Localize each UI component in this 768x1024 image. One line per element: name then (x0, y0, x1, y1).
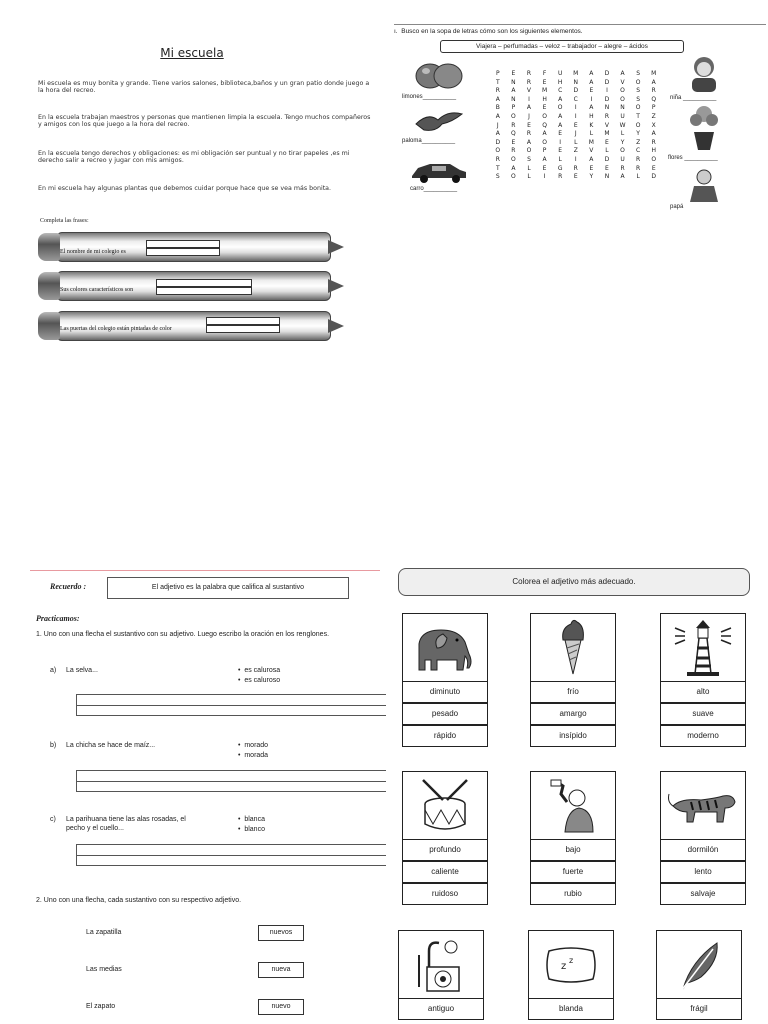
grid-letter[interactable]: A (526, 138, 532, 146)
feather-icon (656, 930, 742, 1000)
grid-letter[interactable]: T (636, 112, 640, 120)
grid-letter[interactable]: E (605, 138, 609, 146)
grid-letter[interactable]: L (574, 138, 578, 146)
grid-letter[interactable]: L (620, 130, 625, 138)
grid-row (490, 139, 662, 155)
item-a-option-2[interactable]: • es caluroso (238, 677, 281, 684)
grid-row (490, 157, 662, 172)
adjective-option[interactable]: frágil (656, 998, 742, 1020)
noun-2: Las medias (86, 966, 122, 973)
grid-letter[interactable]: V (620, 78, 625, 86)
grid-letter[interactable]: D (495, 138, 501, 146)
grid-letter[interactable]: Z (651, 112, 656, 120)
answer-box-1a[interactable] (146, 240, 220, 248)
grid-letter[interactable]: A (620, 173, 625, 181)
grid-letter[interactable]: G (557, 164, 563, 172)
grid-letter[interactable]: E (651, 164, 656, 172)
item-c-option-1[interactable]: • blanca (238, 816, 265, 823)
grid-letter[interactable]: Q (542, 121, 547, 129)
grid-letter[interactable]: E (589, 164, 594, 172)
adjective-box-1: nuevos (258, 925, 304, 941)
grid-letter[interactable]: A (589, 104, 594, 112)
grid-letter[interactable]: O (542, 138, 547, 146)
adjective-option[interactable]: amargo (530, 703, 616, 725)
grid-letter[interactable]: N (511, 95, 516, 103)
answer-box-3b[interactable] (206, 325, 280, 333)
grid-letter[interactable]: O (620, 147, 625, 155)
marker-3 (38, 311, 338, 341)
tiger-icon (660, 771, 746, 841)
label-limones: limones__________ (402, 94, 457, 100)
grid-row (490, 105, 662, 120)
item-b-option-1[interactable]: • morado (238, 742, 269, 749)
grid-letter[interactable]: B (495, 104, 500, 112)
grid-row (490, 148, 662, 163)
item-c-option-2[interactable]: • blanco (238, 826, 265, 833)
grid-letter[interactable]: C (636, 147, 641, 155)
pillow-icon (528, 930, 614, 1000)
paragraph-1: Mi escuela es muy bonita y grande. Tiene varios salones, biblioteca,baños y un gran patio donde juego a la hora del recreo. (38, 80, 370, 94)
reading-worksheet (0, 0, 384, 384)
recuerdo-label: Recuerdo : (50, 582, 87, 591)
girl-icon (686, 54, 722, 92)
grid-letter[interactable]: I (543, 173, 546, 181)
telephone-icon (398, 930, 484, 1000)
answer-box-1b[interactable] (146, 248, 220, 256)
grid-letter[interactable]: A (589, 78, 594, 86)
reading-title: Mi escuela (160, 46, 224, 60)
marker-2-text: Sus colores característicos son (60, 287, 134, 293)
adjective-option[interactable]: pesado (402, 703, 488, 725)
answer-box-3a[interactable] (206, 317, 280, 325)
grid-letter[interactable]: E (511, 138, 516, 146)
adjective-option[interactable]: diminuto (402, 681, 488, 703)
question-2: 2. Uno con una flecha, cada sustantivo con su respectivo adjetivo. (36, 897, 242, 904)
grid-letter[interactable]: R (526, 130, 532, 138)
grid-letter[interactable]: L (589, 130, 594, 138)
grid-letter[interactable]: N (511, 78, 516, 86)
grid-letter[interactable]: A (558, 121, 563, 129)
grid-letter[interactable]: O (620, 87, 625, 95)
item-b-label: b) (50, 742, 57, 749)
adjective-box-2: nueva (258, 962, 304, 978)
grid-letter[interactable]: Q (511, 130, 516, 138)
grid-letter[interactable]: L (527, 173, 531, 181)
adjective-box-3: nuevo (258, 999, 304, 1015)
grid-letter[interactable]: D (604, 155, 610, 163)
grid-letter[interactable]: I (574, 104, 577, 112)
item-c-label: c) (50, 816, 56, 823)
grid-letter[interactable]: L (636, 173, 640, 181)
grid-letter[interactable]: E (573, 173, 578, 181)
grid-letter[interactable]: H (589, 112, 594, 120)
grid-letter[interactable]: A (589, 155, 594, 163)
grid-letter[interactable]: R (651, 87, 656, 95)
grid-letter[interactable]: J (496, 121, 499, 129)
grid-letter[interactable]: N (604, 173, 610, 181)
grid-letter[interactable]: P (651, 104, 656, 112)
adjective-worksheet (0, 560, 384, 1024)
grid-letter[interactable]: I (559, 138, 562, 146)
grid-letter[interactable]: W (619, 121, 626, 129)
paragraph-2: En la escuela trabajan maestros y personas que mantienen limpia la escuela. Tengo muchos compañeros y amigos con los que juego a la hora del recreo. (38, 114, 371, 128)
grid-letter[interactable]: A (511, 87, 516, 95)
grid-letter[interactable]: O (557, 104, 563, 112)
grid-letter[interactable]: A (651, 130, 656, 138)
grid-letter[interactable]: O (635, 121, 641, 129)
label-papa: papá (670, 204, 684, 210)
marker-1 (38, 232, 338, 262)
grid-letter[interactable]: N (573, 78, 579, 86)
adjective-option[interactable]: bajo (530, 839, 616, 861)
grid-letter[interactable]: H (542, 95, 547, 103)
grid-letter[interactable]: I (590, 95, 593, 103)
marker-2 (38, 271, 338, 301)
noun-1: La zapatilla (86, 929, 122, 936)
grid-letter[interactable]: J (574, 130, 577, 138)
flowers-icon (686, 104, 722, 152)
grid-letter[interactable]: P (511, 104, 516, 112)
label-paloma: paloma__________ (402, 138, 456, 144)
grid-row (490, 79, 662, 95)
grid-letter[interactable]: R (636, 164, 641, 172)
grid-letter[interactable]: R (511, 147, 516, 155)
adjective-option[interactable]: insípido (530, 725, 616, 747)
adjective-option[interactable]: lento (660, 861, 746, 883)
grid-letter[interactable]: J (528, 112, 530, 120)
adjective-option[interactable]: antiguo (398, 998, 484, 1020)
grid-letter[interactable]: O (635, 78, 641, 86)
grid-letter[interactable]: F (542, 70, 547, 77)
grid-letter[interactable]: V (589, 147, 594, 155)
grid-letter[interactable]: K (589, 121, 594, 129)
dove-icon (414, 108, 464, 134)
grid-letter[interactable]: E (542, 104, 547, 112)
grid-letter[interactable]: O (635, 104, 641, 112)
grid-row (490, 131, 662, 146)
wordsearch-worksheet (394, 0, 768, 220)
item-a-option-1[interactable]: • es calurosa (238, 667, 281, 674)
grid-letter[interactable]: C (558, 87, 563, 95)
car-icon (410, 158, 468, 184)
grid-letter[interactable]: N (604, 104, 610, 112)
adjective-option[interactable]: moderno (660, 725, 746, 747)
grid-letter[interactable]: D (604, 70, 610, 77)
grid-row (490, 96, 662, 112)
grid-letter[interactable]: A (558, 112, 563, 120)
lighthouse-icon (660, 613, 746, 683)
grid-letter[interactable]: N (620, 104, 625, 112)
practicamos-heading: Practicamos: (36, 614, 80, 623)
grid-letter[interactable]: A (495, 112, 500, 120)
grid-letter[interactable]: U (557, 70, 563, 77)
grid-letter[interactable]: P (542, 147, 547, 155)
adjective-option[interactable]: caliente (402, 861, 488, 883)
grid-letter[interactable]: O (526, 147, 532, 155)
grid-letter[interactable]: E (558, 147, 563, 155)
grid-letter[interactable]: R (511, 121, 516, 129)
grid-row (490, 62, 662, 77)
grid-letter[interactable]: R (636, 155, 641, 163)
item-b-option-2[interactable]: • morada (238, 752, 269, 759)
elephant-icon (402, 613, 488, 683)
adjective-option[interactable]: dormilón (660, 839, 746, 861)
drum-icon (402, 771, 488, 841)
grid-letter[interactable]: S (636, 87, 641, 95)
grid-letter[interactable]: A (620, 70, 625, 77)
ice-cream-icon (530, 613, 616, 683)
grid-letter[interactable]: I (574, 112, 577, 120)
grid-letter[interactable]: X (651, 121, 656, 129)
grid-letter[interactable]: A (651, 78, 656, 86)
grid-letter[interactable]: H (651, 147, 656, 155)
grid-letter[interactable]: O (495, 147, 501, 155)
grid-letter[interactable]: L (558, 155, 562, 163)
grid-letter[interactable]: O (542, 112, 547, 120)
grid-letter[interactable]: E (558, 130, 563, 138)
noun-3: El zapato (86, 1003, 116, 1010)
grid-letter[interactable]: E (605, 164, 609, 172)
adjective-option[interactable]: rubio (530, 883, 616, 905)
grid-letter[interactable]: H (557, 78, 563, 86)
grid-letter[interactable]: S (636, 95, 641, 103)
grid-letter[interactable]: R (495, 155, 500, 163)
grid-letter[interactable]: R (558, 173, 563, 181)
grid-letter[interactable]: O (651, 155, 657, 163)
grid-letter[interactable]: S (495, 173, 500, 181)
item-a-text: La selva... (66, 667, 98, 674)
paragraph-3: En la escuela tengo derechos y obligaciones: es mi obligación ser puntual y no tirar papeles ,es mi derecho salir a recreo y jugar con mis amigos. (38, 150, 350, 164)
adjective-option[interactable]: rápido (402, 725, 488, 747)
grid-letter[interactable]: D (573, 87, 579, 95)
grid-letter[interactable]: V (604, 121, 609, 129)
grid-letter[interactable]: E (542, 164, 547, 172)
grid-letter[interactable]: M (651, 70, 657, 77)
grid-row (490, 71, 662, 86)
grid-letter[interactable]: U (620, 112, 625, 120)
grid-letter[interactable]: O (511, 112, 516, 120)
father-icon (684, 168, 724, 202)
grid-letter[interactable]: R (604, 112, 610, 120)
grid-letter[interactable]: E (542, 78, 547, 86)
adjective-option[interactable]: profundo (402, 839, 488, 861)
grid-letter[interactable]: Z (573, 147, 578, 155)
grid-row (490, 88, 662, 103)
adjective-option[interactable]: fuerte (530, 861, 616, 883)
grid-letter[interactable]: A (589, 70, 594, 77)
paragraph-4: En mi escuela hay algunas plantas que debemos cuidar porque hace que se vea más bonita. (38, 185, 332, 192)
marker-1-text: El nombre de mi colegio es (60, 249, 126, 255)
grid-letter[interactable]: M (573, 70, 579, 77)
grid-letter[interactable]: M (588, 138, 594, 146)
grid-letter[interactable]: R (495, 87, 500, 95)
grid-letter[interactable]: M (541, 87, 548, 95)
grid-letter[interactable]: L (527, 164, 531, 172)
grid-letter[interactable]: R (573, 164, 578, 172)
grid-letter[interactable]: Y (589, 173, 594, 181)
grid-letter[interactable]: D (604, 78, 610, 86)
adjective-option[interactable]: salvaje (660, 883, 746, 905)
grid-letter[interactable]: O (620, 95, 625, 103)
grid-letter[interactable]: D (651, 173, 657, 181)
definition-box: El adjetivo es la palabra que califica al sustantivo (107, 577, 349, 599)
colorea-worksheet (396, 568, 768, 1024)
grid-letter[interactable]: U (620, 155, 625, 163)
letter-grid (490, 62, 662, 181)
grid-letter[interactable]: O (511, 173, 516, 181)
grid-letter[interactable]: Y (620, 138, 625, 146)
grid-letter[interactable]: L (605, 147, 609, 155)
grid-letter[interactable]: R (526, 70, 532, 77)
item-c-answer-lines[interactable] (76, 844, 386, 866)
lemons-icon (414, 58, 466, 92)
grid-letter[interactable]: A (558, 95, 563, 103)
grid-letter[interactable]: A (542, 130, 547, 138)
grid-letter[interactable]: A (495, 130, 500, 138)
adjective-option[interactable]: alto (660, 681, 746, 703)
grid-row (490, 114, 662, 129)
grid-letter[interactable]: T (495, 164, 500, 172)
grid-letter[interactable]: A (495, 95, 500, 103)
grid-row (490, 122, 662, 138)
marker-3-text: Las puertas del colegio están pintadas de color (60, 326, 172, 332)
adjective-option[interactable]: suave (660, 703, 746, 725)
item-a-label: a) (50, 667, 57, 674)
answer-box-2b[interactable] (156, 287, 252, 295)
item-c-text: La parihuana tiene las alas rosadas, el pecho y el cuello... (66, 816, 186, 832)
grid-letter[interactable]: R (620, 164, 625, 172)
label-nina: niña __________ (670, 95, 717, 101)
grid-letter[interactable]: R (526, 78, 532, 86)
svg-text:z: z (561, 961, 567, 972)
grid-letter[interactable]: V (526, 87, 532, 95)
question-1: 1. Uno con una flecha el sustantivo con su adjetivo. Luego escribo la oración en los renglones. (36, 631, 330, 638)
person-icon (530, 771, 616, 841)
grid-letter[interactable]: P (495, 70, 500, 77)
grid-letter[interactable]: R (651, 138, 656, 146)
grid-letter[interactable]: I (574, 155, 577, 163)
grid-letter[interactable]: A (526, 104, 532, 112)
grid-letter[interactable]: Z (636, 138, 641, 146)
grid-letter[interactable]: I (528, 95, 530, 103)
grid-letter[interactable]: Y (636, 130, 640, 138)
grid-letter[interactable]: D (604, 95, 610, 103)
answer-box-2a[interactable] (156, 279, 252, 287)
grid-letter[interactable]: I (606, 87, 608, 95)
item-b-answer-lines[interactable] (76, 770, 386, 792)
grid-letter[interactable]: S (636, 70, 641, 77)
adjective-option[interactable]: blanda (528, 998, 614, 1020)
complete-title: Completa las frases: (40, 218, 89, 224)
grid-letter[interactable]: O (511, 155, 516, 163)
grid-letter[interactable]: S (527, 155, 531, 163)
grid-letter[interactable]: T (495, 78, 500, 86)
grid-letter[interactable]: M (604, 130, 610, 138)
grid-letter[interactable]: A (542, 155, 547, 163)
item-a-answer-lines[interactable] (76, 694, 386, 716)
grid-letter[interactable]: E (573, 121, 578, 129)
wordsearch-instruction: ı. Busco en la sopa de letras cómo son los siguientes elementos. (394, 28, 583, 35)
adjective-option[interactable]: ruidoso (402, 883, 488, 905)
svg-text:z: z (569, 956, 574, 965)
grid-letter[interactable]: C (573, 95, 578, 103)
label-carro: carro__________ (410, 186, 458, 192)
grid-row (490, 165, 662, 181)
adjective-option[interactable]: frío (530, 681, 616, 703)
colorea-header: Colorea el adjetivo más adecuado. (398, 568, 750, 596)
wordsearch-word-list: Viajera – perfumadas – veloz – trabajador – alegre – ácidos (440, 40, 684, 53)
item-b-text: La chicha se hace de maíz... (66, 742, 156, 749)
label-flores: flores __________ (668, 155, 718, 161)
grid-letter[interactable]: Q (651, 95, 657, 103)
grid-letter[interactable]: E (511, 70, 516, 77)
grid-letter[interactable]: A (511, 164, 516, 172)
grid-letter[interactable]: E (527, 121, 531, 129)
grid-letter[interactable]: E (589, 87, 594, 95)
